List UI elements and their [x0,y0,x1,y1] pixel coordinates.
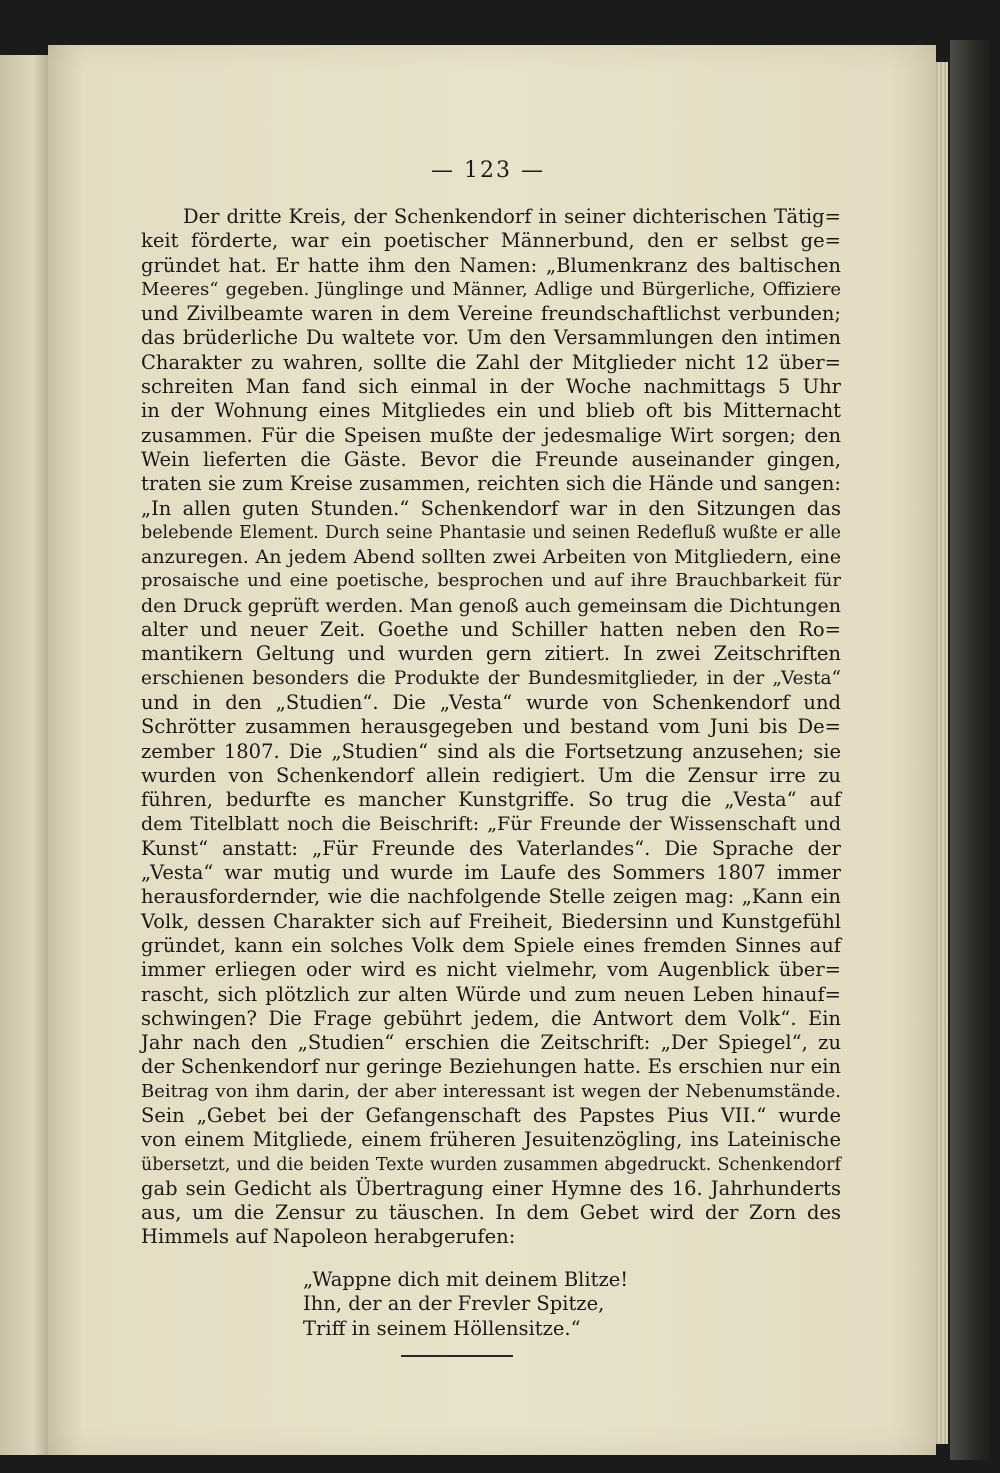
text-line: das brüderliche Du waltete vor. Um den Versammlungen den intimen [141,326,841,350]
text-line: immer erliegen oder wird es nicht vielmehr, vom Augenblick über= [141,958,841,982]
text-line: Himmels auf Napoleon herabgerufen: [141,1225,516,1249]
text-line: Jahr nach den „Studien“ erschien die Zeitschrift: „Der Spiegel“, zu [141,1031,841,1055]
verse-line: Triff in seinem Höllensitze.“ [303,1316,581,1340]
text-line: keit förderte, war ein poetischer Männerbund, den er selbst ge= [141,229,841,253]
text-line: Wein lieferten die Gäste. Bevor die Freunde auseinander gingen, [141,447,841,471]
text-line: zusammen. Für die Speisen mußte der jedesmalige Wirt sorgen; den [141,423,841,447]
book-cover-edge [950,40,990,1460]
text-line: gründet, kann ein solches Volk dem Spiele eines fremden Sinnes auf [141,933,841,957]
end-rule [401,1355,513,1357]
text-line: herausfordernder, wie die nachfolgende Stelle zeigen mag: „Kann ein [141,885,841,909]
page-number: — 123 — [431,158,545,183]
text-line: prosaische und eine poetische, besprochen und auf ihre Brauchbarkeit für [141,570,841,592]
text-line: Charakter zu wahren, sollte die Zahl der Mitglieder nicht 12 über= [141,350,841,374]
text-line: Meeres“ gegeben. Jünglinge und Männer, Adlige und Bürgerliche, Offiziere [141,278,841,300]
text-line: „In allen guten Stunden.“ Schenkendorf war in den Sitzungen das [141,496,841,520]
text-line: schreiten Man fand sich einmal in der Woche nachmittags 5 Uhr [141,375,841,399]
text-line: Der dritte Kreis, der Schenkendorf in seiner dichterischen Tätig= [183,205,841,228]
text-line: zember 1807. Die „Studien“ sind als die Fortsetzung anzusehen; sie [141,739,841,763]
book-page [48,45,936,1455]
verse-line: Ihn, der an der Frevler Spitze, [303,1292,605,1316]
text-line: Kunst“ anstatt: „Für Freunde des Vaterlandes“. Die Sprache der [141,836,841,860]
text-line: alter und neuer Zeit. Goethe und Schiller hatten neben den Ro= [141,618,841,642]
text-line: und Zivilbeamte waren in dem Vereine freundschaftlichst verbunden; [141,302,841,326]
text-line: mantikern Geltung und wurden gern zitiert. In zwei Zeitschriften [141,642,841,666]
left-page-edge [0,55,48,1455]
text-line: anzuregen. An jedem Abend sollten zwei Arbeiten von Mitgliedern, eine [141,546,841,569]
text-line: Schrötter zusammen herausgegeben und bestand vom Juni bis De= [141,715,841,739]
text-line: belebende Element. Durch seine Phantasie und seinen Redefluß wußte er alle [141,522,841,543]
text-line: von einem Mitgliede, einem früheren Jesuitenzögling, ins Lateinische [141,1128,841,1152]
text-line: gründet hat. Er hatte ihm den Namen: „Blumenkranz des baltischen [141,253,841,277]
text-line: aus, um die Zensur zu täuschen. In dem Gebet wird der Zorn des [141,1201,841,1225]
text-line: den Druck geprüft werden. Man genoß auch gemeinsam die Dichtungen [141,594,841,617]
text-line: übersetzt, und die beiden Texte wurden zusammen abgedruckt. Schenkendorf [141,1154,841,1175]
text-line: und in den „Studien“. Die „Vesta“ wurde von Schenkendorf und [141,690,841,714]
text-line: wurden von Schenkendorf allein redigiert. Um die Zensur irre zu [141,763,841,787]
verse-line: „Wappne dich mit deinem Blitze! [303,1268,629,1291]
body-text [141,205,841,1250]
text-line: „Vesta“ war mutig und wurde im Laufe des Sommers 1807 immer [141,861,841,885]
text-line: traten sie zum Kreise zusammen, reichten sich die Hände und sangen: [141,472,841,496]
text-line: schwingen? Die Frage gebührt jedem, die Antwort dem Volk“. Ein [141,1006,841,1030]
text-line: dem Titelblatt noch die Beischrift: „Für Freunde der Wissenschaft und [141,813,841,836]
text-line: erschienen besonders die Produkte der Bundesmitglieder, in der „Vesta“ [141,667,841,689]
text-line: rascht, sich plötzlich zur alten Würde und zum neuen Leben hinauf= [141,982,841,1006]
text-line: der Schenkendorf nur geringe Beziehungen hatte. Es erschien nur ein [141,1055,841,1079]
text-line: gab sein Gedicht als Übertragung einer Hymne des 16. Jahrhunderts [141,1176,841,1200]
text-line: Volk, dessen Charakter sich auf Freiheit, Biedersinn und Kunstgefühl [141,909,841,933]
text-line: Sein „Gebet bei der Gefangenschaft des Papstes Pius VII.“ wurde [141,1103,841,1127]
text-line: führen, bedurfte es mancher Kunstgriffe. So trug die „Vesta“ auf [141,788,841,812]
text-line: Beitrag von ihm darin, der aber interessant ist wegen der Nebenumstände. [141,1080,841,1102]
verse-quote [303,1268,628,1341]
text-line: in der Wohnung eines Mitgliedes ein und blieb oft bis Mitternacht [141,399,841,423]
